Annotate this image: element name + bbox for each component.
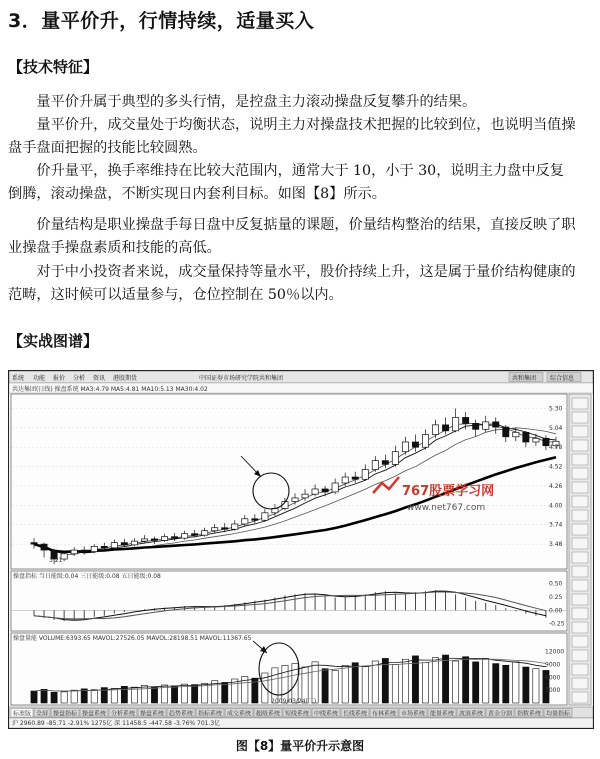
volume-bar	[202, 683, 208, 703]
bottom-tab-label: 操盘指标	[53, 710, 78, 718]
volume-bar	[493, 664, 499, 703]
toolbar-button[interactable]	[572, 496, 588, 507]
volume-bar	[392, 664, 398, 703]
bottom-tab-label: 市场系统	[401, 710, 426, 718]
menu-item[interactable]: 中国证券市场研究学院	[199, 375, 260, 382]
volume-bar	[352, 663, 358, 703]
price-tick-label: 3.48	[549, 541, 563, 549]
candle	[513, 432, 519, 436]
toolbar-button[interactable]	[572, 552, 588, 563]
date-label: 2009/03/24(二)	[271, 698, 317, 705]
candle	[302, 494, 308, 498]
toolbar-button[interactable]	[572, 650, 588, 661]
bottom-tab-label: 操盘系统	[140, 710, 165, 718]
toolbar-button[interactable]	[572, 524, 588, 535]
paragraph-5: 对于中小投资者来说，成交量保持等量水平，股价持续上升，这是属于量价结构健康的范畴，这时候可以适量参与，仓位控制在 50％以内。	[8, 264, 576, 303]
menu-item[interactable]: 分析	[73, 375, 86, 382]
chart-heading: 【实战图谱】	[8, 332, 99, 350]
macd-tick-label: 0.25	[549, 594, 563, 601]
price-panel	[11, 394, 567, 569]
candle	[322, 489, 328, 492]
candle	[503, 427, 509, 437]
bottom-tab-label: 全屏	[36, 710, 49, 718]
toolbar-button[interactable]	[572, 594, 588, 605]
candle	[262, 513, 268, 520]
candle	[473, 423, 479, 429]
volume-bar	[91, 690, 97, 703]
candle	[493, 422, 499, 427]
bottom-tab-label: 操盘系统	[82, 710, 107, 718]
figure-caption: 图【8】量平价升示意图	[235, 739, 365, 753]
macd-tick-label: 0.00	[549, 607, 563, 615]
price-tick-label: 4.78	[549, 444, 563, 452]
volume-bar	[402, 659, 408, 703]
paragraph-1: 量平价升属于典型的多头行情，是控盘主力滚动操盘反复攀升的结果。	[36, 94, 477, 110]
candle	[71, 550, 77, 554]
candle	[483, 422, 489, 429]
candle	[181, 534, 187, 538]
price-tick-label: 5.04	[549, 424, 563, 432]
toolbar-button[interactable]	[572, 398, 588, 409]
toolbar-button[interactable]	[572, 510, 588, 521]
price-tick-label: 5.30	[549, 405, 563, 413]
toolbar-button[interactable]	[572, 678, 588, 689]
volume-bar	[31, 691, 37, 703]
candle	[252, 519, 258, 520]
price-panel-label: 共达集团(日线) 操盘系统 MA3:4.79 MA5:4.81 MA10:5.13 MA30:4.02	[12, 386, 208, 393]
volume-bar	[41, 689, 47, 703]
volume-tick-label: 9000	[545, 661, 561, 669]
bottom-tab-label: 能量系统	[430, 710, 455, 718]
bottom-tab-label: 指数系统	[517, 710, 542, 718]
candle	[151, 539, 157, 540]
candle	[392, 452, 398, 465]
candle	[31, 543, 37, 544]
toolbar-button[interactable]	[572, 664, 588, 675]
menu-item[interactable]: 功能	[33, 375, 46, 382]
candle	[161, 537, 167, 541]
candle	[463, 417, 469, 423]
volume-bar	[452, 661, 458, 703]
bottom-tab-label: 短线系统	[285, 710, 310, 718]
volume-bar	[51, 692, 57, 703]
top-right-label: 共和集团	[512, 375, 537, 382]
volume-bar	[442, 655, 448, 703]
macd-tick-label: 0.50	[549, 580, 563, 588]
price-tick-label: 4.52	[549, 463, 563, 471]
candle	[121, 543, 127, 545]
candle	[342, 477, 348, 483]
top-right-label: 综合信息	[550, 375, 575, 382]
candle	[131, 541, 137, 545]
stock-chart-figure	[8, 370, 594, 729]
candle	[292, 498, 298, 502]
bottom-tab-label: 成交系统	[227, 710, 252, 718]
candle	[91, 546, 97, 551]
volume-bar	[171, 686, 177, 703]
volume-bar	[222, 682, 228, 703]
volume-bar	[192, 685, 198, 703]
volume-bar	[463, 657, 469, 703]
paragraph-4: 价量结构是职业操盘手每日盘中反复掂量的课题，价量结构整治的结果，直接反映了职业操盘手操盘素质和技能的高低。	[8, 217, 576, 256]
price-tick-label: 3.74	[549, 521, 563, 529]
bottom-tab-label: 分析系统	[111, 710, 136, 718]
bottom-tab-label: 趋势系统	[169, 710, 194, 718]
toolbar-button[interactable]	[572, 468, 588, 479]
volume-tick-label: 6000	[545, 674, 561, 682]
toolbar-button[interactable]	[572, 692, 588, 703]
bottom-tab-label: 超级系统	[256, 710, 281, 718]
candle	[222, 528, 228, 529]
candle	[141, 539, 147, 541]
section-title: 3．量平价升，行情持续，适量买入	[8, 10, 315, 32]
candle	[442, 425, 448, 431]
candle	[242, 519, 248, 524]
candle	[202, 531, 208, 535]
candle	[523, 432, 529, 442]
candle	[452, 417, 458, 430]
candle	[111, 543, 117, 548]
volume-bar	[422, 663, 428, 703]
candle	[171, 537, 177, 538]
toolbar-button[interactable]	[572, 580, 588, 591]
volume-bar	[61, 692, 67, 703]
menu-item[interactable]: 资讯	[93, 375, 106, 382]
volume-bar	[503, 665, 509, 703]
menu-item[interactable]: 报价	[53, 375, 66, 382]
volume-bar	[432, 658, 438, 703]
candle	[332, 483, 338, 492]
features-heading: 【技术特征】	[8, 58, 99, 76]
volume-bar	[71, 690, 77, 703]
macd-panel-label: 操盘指标 当日能级:0.04 三日能级:0.08 五日能级:0.08	[13, 573, 161, 580]
candle	[382, 461, 388, 465]
volume-bar	[382, 658, 388, 703]
status-text: 沪 2960.89 -85.71 -2.91% 1275亿 深 11458.5 -447.58 -3.76% 701.3亿	[12, 720, 221, 727]
toolbar-button[interactable]	[572, 622, 588, 633]
menu-item[interactable]: 港股期货	[113, 375, 138, 382]
candle	[372, 461, 378, 470]
menu-item[interactable]: 共和集团	[259, 375, 284, 382]
volume-bar	[533, 669, 539, 703]
candle	[533, 438, 539, 442]
toolbar-button[interactable]	[572, 608, 588, 619]
volume-tick-label: 3000	[545, 687, 561, 695]
volume-bar	[342, 665, 348, 703]
bottom-tab-label: 均量指标	[546, 710, 571, 718]
candle	[412, 442, 418, 447]
volume-bar	[151, 687, 157, 703]
candle	[352, 477, 358, 479]
toolbar-button[interactable]	[572, 426, 588, 437]
bottom-tab-label: 长线系统	[343, 710, 368, 718]
volume-bar	[312, 662, 318, 703]
candle	[422, 435, 428, 448]
toolbar-button[interactable]	[572, 412, 588, 423]
volume-bar	[322, 669, 328, 703]
volume-bar	[332, 670, 338, 703]
volume-bar	[483, 658, 489, 703]
menu-item[interactable]: 系统	[12, 375, 25, 382]
bottom-tab-label: 指标系统	[198, 710, 223, 718]
candle	[312, 489, 318, 494]
volume-bar	[523, 667, 529, 703]
volume-panel-label: 操盘量能 VOLUME:6393.65 MAVOL:27526.05 MAVOL:28198.51 MAVOL:11367.65	[13, 635, 252, 642]
paragraph-2: 量平价升，成交量处于均衡状态，说明主力对操盘技术把握的比较到位，也说明当值操盘手盘面把握的技能比较圆熟。	[8, 117, 576, 156]
macd-tick-label: -0.25	[549, 620, 565, 628]
candle	[192, 534, 198, 535]
price-tick-label: 4.00	[549, 502, 563, 510]
toolbar-button[interactable]	[572, 566, 588, 577]
bottom-tab-label: 波浪系统	[459, 710, 484, 718]
macd-panel	[11, 571, 567, 631]
candle	[101, 546, 107, 547]
bottom-tab-label: 黄金分割	[488, 710, 513, 718]
stock-chart	[9, 371, 593, 728]
toolbar-button[interactable]	[572, 482, 588, 493]
volume-bar	[121, 686, 127, 703]
low-price-label: 3.21	[49, 557, 63, 564]
volume-bar	[372, 661, 378, 703]
volume-bar	[111, 688, 117, 703]
bottom-tab-label: 标准版	[13, 710, 32, 718]
watermark-url: www.net767.com	[407, 503, 486, 513]
candle	[212, 528, 218, 531]
candle	[402, 442, 408, 452]
volume-tick-label: 12000	[545, 648, 565, 656]
toolbar-button[interactable]	[572, 440, 588, 451]
candle	[81, 550, 87, 551]
paragraph-3: 价升量平，换手率维持在比较大范围内，通常大于 10，小于 30，说明主力盘中反复倒腾，滚动操盘，不断实现日内套利目标。如图【8】所示。	[8, 163, 564, 202]
candle	[232, 524, 238, 529]
volume-bar	[473, 662, 479, 703]
candle	[41, 544, 47, 550]
volume-bar	[513, 662, 519, 703]
toolbar-button[interactable]	[572, 454, 588, 465]
volume-bar	[141, 685, 147, 703]
candle	[362, 470, 368, 480]
bottom-tab-label: 中线系统	[314, 710, 339, 718]
candle	[432, 425, 438, 435]
volume-bar	[362, 666, 368, 703]
bottom-tab-label: 布林系统	[372, 710, 397, 718]
watermark-brand: 767股票学习网	[402, 484, 495, 499]
price-tick-label: 4.26	[549, 482, 563, 490]
toolbar-button[interactable]	[572, 636, 588, 647]
toolbar-button[interactable]	[572, 538, 588, 549]
